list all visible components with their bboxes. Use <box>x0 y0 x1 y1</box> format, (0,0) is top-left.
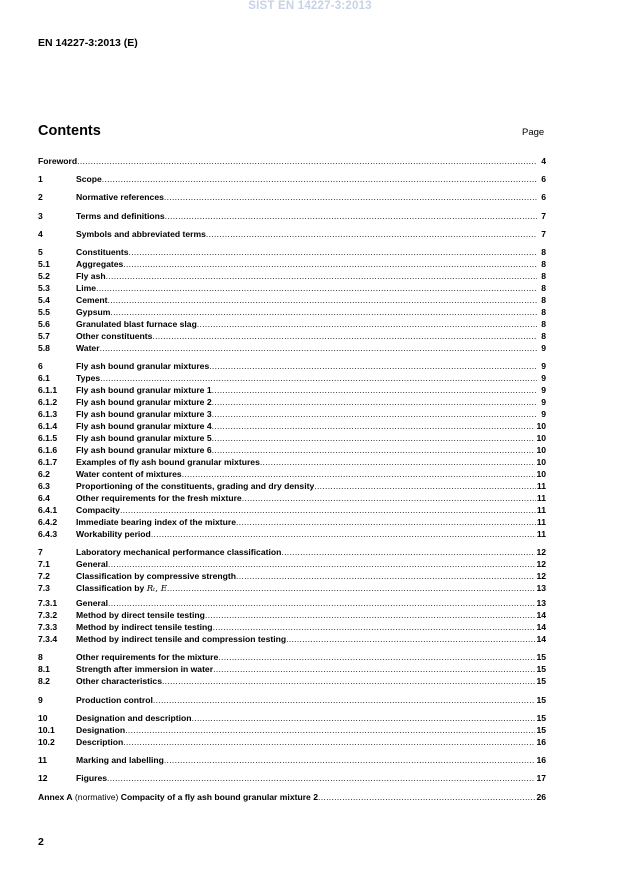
toc-page: 15 <box>536 664 546 674</box>
toc-page: 6 <box>541 174 546 184</box>
toc-title: Water content of mixtures <box>76 469 182 479</box>
toc-page: 9 <box>541 373 546 383</box>
toc-title: Normative references <box>76 192 164 202</box>
toc-number: 6.4.1 <box>38 505 58 515</box>
toc-number: 7.3.2 <box>38 610 58 620</box>
toc-entry[interactable] <box>38 773 546 784</box>
toc-number: 5.1 <box>38 259 50 269</box>
toc-title: Immediate bearing index of the mixture <box>76 517 236 527</box>
toc-title: Method by direct tensile testing <box>76 610 205 620</box>
toc-entry[interactable] <box>38 469 546 480</box>
toc-entry[interactable] <box>38 259 546 270</box>
toc-title: Classification by compressive strength <box>76 571 236 581</box>
toc-entry[interactable] <box>38 725 546 736</box>
toc-number: 8 <box>38 652 43 662</box>
toc-page: 7 <box>541 229 546 239</box>
document-id: EN 14227-3:2013 (E) <box>38 37 138 49</box>
toc-page: 14 <box>536 634 546 644</box>
toc-entry[interactable] <box>38 229 546 240</box>
toc-number: 6.1.1 <box>38 385 58 395</box>
toc-page: 10 <box>536 469 546 479</box>
toc-number: 7 <box>38 547 43 557</box>
toc-title: Lime <box>76 283 97 293</box>
toc-title: Examples of fly ash bound granular mixtures <box>76 457 260 467</box>
toc-entry[interactable] <box>38 192 546 203</box>
toc-page: 16 <box>536 737 546 747</box>
toc-title: General <box>76 559 109 569</box>
toc-title: Workability period <box>76 529 151 539</box>
toc-number: 7.3.4 <box>38 634 58 644</box>
toc-page: 6 <box>541 192 546 202</box>
toc-page: 11 <box>536 505 546 515</box>
toc-number: 6.3 <box>38 481 50 491</box>
contents-title: Contents <box>38 123 101 139</box>
toc-number: 6 <box>38 361 43 371</box>
toc-page: 8 <box>541 331 546 341</box>
toc-entry[interactable] <box>38 174 546 185</box>
toc-title: Designation <box>76 725 126 735</box>
toc-title: Other requirements for the mixture <box>76 652 219 662</box>
toc-entry[interactable] <box>38 421 546 432</box>
watermark: SIST EN 14227-3:2013 <box>248 0 372 12</box>
toc-page: 8 <box>541 247 546 257</box>
toc-number: 6.1.6 <box>38 445 58 455</box>
toc-number: 6.4 <box>38 493 50 503</box>
toc-number: 5.6 <box>38 319 50 329</box>
toc-number: 6.1.7 <box>38 457 58 467</box>
toc-entry[interactable] <box>38 247 546 258</box>
toc-page: 15 <box>536 652 546 662</box>
toc-entry[interactable] <box>38 211 546 222</box>
toc-page: 8 <box>541 319 546 329</box>
toc-entry[interactable] <box>38 652 546 663</box>
toc-page: 14 <box>536 610 546 620</box>
toc-title: Production control <box>76 695 153 705</box>
toc-title: Fly ash bound granular mixture 1 <box>76 385 212 395</box>
toc-page: 13 <box>536 598 546 608</box>
toc-entry[interactable] <box>38 517 546 528</box>
toc-number: 8.1 <box>38 664 50 674</box>
toc-page: 4 <box>541 156 546 166</box>
toc-number: 5.8 <box>38 343 50 353</box>
toc-page: 15 <box>536 695 546 705</box>
toc-number: 11 <box>38 755 48 765</box>
toc-entry[interactable] <box>38 385 546 396</box>
toc-number: 5.7 <box>38 331 50 341</box>
toc-title: Designation and description <box>76 713 192 723</box>
toc-title: Foreword <box>38 156 78 166</box>
toc-page: 15 <box>536 676 546 686</box>
toc-number: 10.2 <box>38 737 55 747</box>
toc-number: 1 <box>38 174 43 184</box>
toc-entry[interactable] <box>38 457 546 468</box>
toc-title: Classification by Rₜ, E <box>76 583 168 594</box>
toc-entry[interactable] <box>38 445 546 456</box>
toc-entry[interactable] <box>38 737 546 748</box>
toc-page: 8 <box>541 295 546 305</box>
toc-entry[interactable] <box>38 295 546 306</box>
toc-page: 10 <box>536 421 546 431</box>
toc-number: 5.4 <box>38 295 50 305</box>
toc-page: 9 <box>541 361 546 371</box>
toc-number: 4 <box>38 229 43 239</box>
toc-number: 6.1.5 <box>38 433 58 443</box>
toc-page: 9 <box>541 397 546 407</box>
toc-page: 12 <box>536 571 546 581</box>
toc-number: 9 <box>38 695 43 705</box>
toc-page: 7 <box>541 211 546 221</box>
toc-page: 10 <box>536 457 546 467</box>
toc-number: 6.1.3 <box>38 409 58 419</box>
toc-entry[interactable] <box>38 598 546 609</box>
toc-number: 2 <box>38 192 43 202</box>
toc-title: Aggregates <box>76 259 124 269</box>
toc-number: 7.3.3 <box>38 622 58 632</box>
toc-number: 6.1.2 <box>38 397 58 407</box>
toc-title: Marking and labelling <box>76 755 164 765</box>
toc-title: Proportioning of the constituents, grading and dry density <box>76 481 315 491</box>
toc-title: Laboratory mechanical performance classification <box>76 547 282 557</box>
toc-page: 15 <box>536 713 546 723</box>
toc-number: 6.1.4 <box>38 421 58 431</box>
toc-title: Fly ash bound granular mixture 5 <box>76 433 212 443</box>
toc-title: Fly ash bound granular mixtures <box>76 361 210 371</box>
toc-entry[interactable] <box>38 397 546 408</box>
toc-page: 10 <box>536 445 546 455</box>
toc-entry[interactable] <box>38 331 546 342</box>
toc-page: 14 <box>536 622 546 632</box>
toc-title: Terms and definitions <box>76 211 165 221</box>
toc-page: 17 <box>536 773 546 783</box>
toc-number: 6.4.3 <box>38 529 58 539</box>
toc-entry[interactable] <box>38 622 546 633</box>
toc-number: 12 <box>38 773 48 783</box>
toc-entry[interactable] <box>38 664 546 675</box>
page-column-label: Page <box>522 127 545 138</box>
toc-title: Symbols and abbreviated terms <box>76 229 206 239</box>
toc-entry[interactable] <box>38 319 546 330</box>
toc-entry-foreword[interactable] <box>38 156 546 167</box>
toc-page: 11 <box>536 517 546 527</box>
toc-page: 11 <box>536 493 546 503</box>
toc-entry[interactable] <box>38 493 546 504</box>
toc-title: Annex A (normative) Compacity of a fly ash bound granular mixture 2 <box>38 792 318 802</box>
toc-title: Strength after immersion in water <box>76 664 214 674</box>
toc-page: 9 <box>541 409 546 419</box>
toc-entry[interactable] <box>38 583 546 594</box>
toc-number: 6.2 <box>38 469 50 479</box>
toc-entry[interactable] <box>38 361 546 372</box>
toc-entry[interactable] <box>38 505 546 516</box>
toc-page: 12 <box>536 559 546 569</box>
toc-title: Other requirements for the fresh mixture <box>76 493 242 503</box>
toc-page: 10 <box>536 433 546 443</box>
toc-page: 8 <box>541 259 546 269</box>
toc-page: 9 <box>541 385 546 395</box>
toc-title: Description <box>76 737 124 747</box>
toc-title: Fly ash bound granular mixture 6 <box>76 445 212 455</box>
toc-number: 5.5 <box>38 307 50 317</box>
toc-number: 7.3 <box>38 583 50 593</box>
toc-title: Gypsum <box>76 307 111 317</box>
toc-entry[interactable] <box>38 713 546 724</box>
toc-page: 26 <box>536 792 546 802</box>
toc-title: Constituents <box>76 247 129 257</box>
toc-page: 8 <box>541 307 546 317</box>
toc-entry[interactable] <box>38 271 546 282</box>
toc-title: Fly ash bound granular mixture 2 <box>76 397 212 407</box>
toc-entry[interactable] <box>38 373 546 384</box>
toc-title: Fly ash <box>76 271 106 281</box>
math-symbol: Rₜ, E <box>146 584 168 594</box>
toc-entry[interactable] <box>38 529 546 540</box>
toc-entry[interactable] <box>38 433 546 444</box>
toc-title: Compacity <box>76 505 120 515</box>
toc-title: Fly ash bound granular mixture 3 <box>76 409 212 419</box>
toc-title: Water <box>76 343 100 353</box>
toc-title: Figures <box>76 773 108 783</box>
toc-title: General <box>76 598 109 608</box>
toc-entry[interactable] <box>38 634 546 645</box>
toc-page: 12 <box>536 547 546 557</box>
toc-number: 7.1 <box>38 559 50 569</box>
toc-number: 8.2 <box>38 676 50 686</box>
toc-entry[interactable] <box>38 755 546 766</box>
toc-number: 5 <box>38 247 43 257</box>
toc-entry[interactable] <box>38 676 546 687</box>
toc-number: 6.4.2 <box>38 517 58 527</box>
toc-page: 8 <box>541 271 546 281</box>
toc-title: Types <box>76 373 101 383</box>
toc-number: 5.3 <box>38 283 50 293</box>
toc-title: Method by indirect tensile and compression testing <box>76 634 287 644</box>
toc-page: 11 <box>536 529 546 539</box>
toc-title: Granulated blast furnace slag <box>76 319 197 329</box>
toc-entry[interactable] <box>38 283 546 294</box>
toc-entry[interactable] <box>38 343 546 354</box>
toc-number: 6.1 <box>38 373 50 383</box>
toc-number: 5.2 <box>38 271 50 281</box>
toc-number: 7.3.1 <box>38 598 58 608</box>
toc-title: Cement <box>76 295 108 305</box>
toc-page: 16 <box>536 755 546 765</box>
toc-page: 13 <box>536 583 546 593</box>
toc-entry[interactable] <box>38 571 546 582</box>
toc-title: Other characteristics <box>76 676 162 686</box>
toc-title: Fly ash bound granular mixture 4 <box>76 421 212 431</box>
toc-page: 8 <box>541 283 546 293</box>
toc-page: 15 <box>536 725 546 735</box>
toc-title: Method by indirect tensile testing <box>76 622 213 632</box>
toc-number: 7.2 <box>38 571 50 581</box>
toc-page: 11 <box>536 481 546 491</box>
toc-number: 3 <box>38 211 43 221</box>
toc-title: Other constituents <box>76 331 153 341</box>
page-number: 2 <box>38 836 44 848</box>
toc-entry[interactable] <box>38 547 546 558</box>
toc-entry-annex-a[interactable] <box>38 792 546 803</box>
toc-number: 10 <box>38 713 48 723</box>
toc-entry[interactable] <box>38 695 546 706</box>
toc-entry[interactable] <box>38 610 546 621</box>
toc-entry[interactable] <box>38 559 546 570</box>
toc-entry[interactable] <box>38 409 546 420</box>
toc-entry[interactable] <box>38 481 546 492</box>
toc-title: Scope <box>76 174 102 184</box>
toc-page: 9 <box>541 343 546 353</box>
toc-number: 10.1 <box>38 725 55 735</box>
toc-entry[interactable] <box>38 307 546 318</box>
